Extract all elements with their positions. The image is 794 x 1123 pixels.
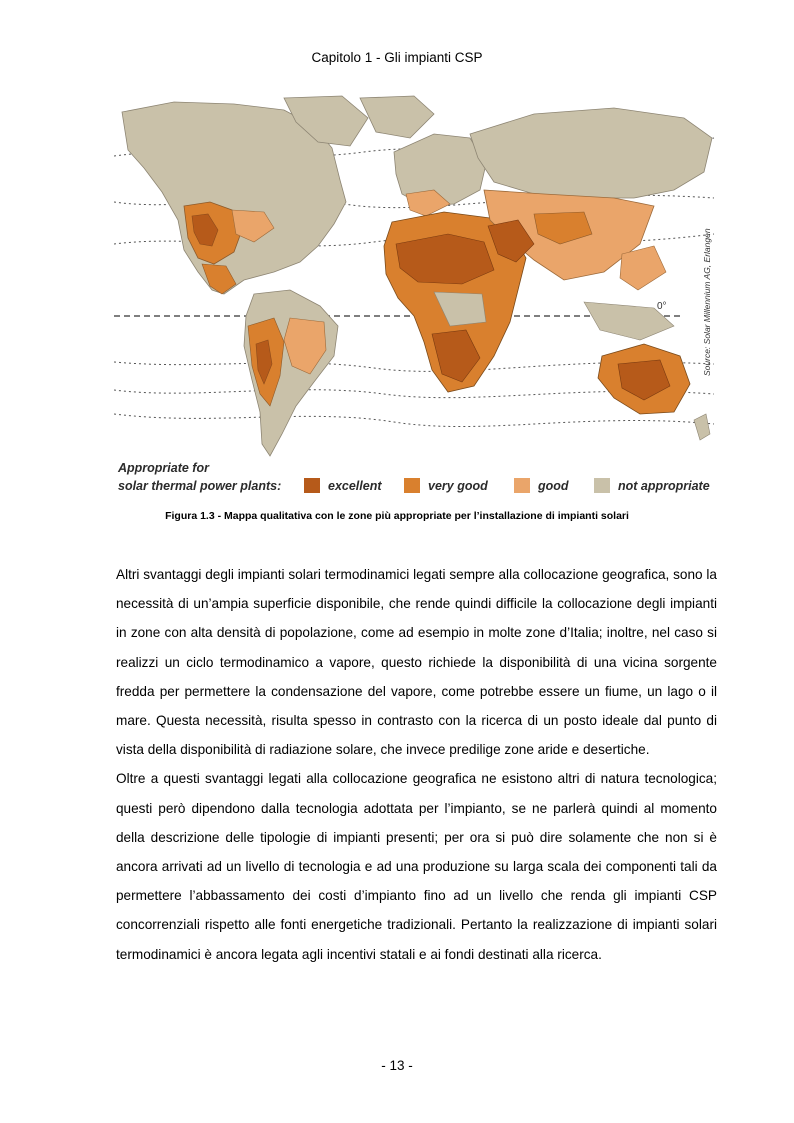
legend-heading-line1: Appropriate for (118, 461, 209, 475)
legend-label-very-good: very good (428, 479, 488, 493)
greenland (360, 96, 434, 138)
world-map-graphic (114, 94, 718, 498)
north-america (122, 96, 368, 294)
legend-swatch-good (514, 478, 530, 493)
legend-swatch-not-appropriate (594, 478, 610, 493)
legend-swatch-excellent (304, 478, 320, 493)
map-source-note: Source: Solar Millennium AG, Erlangen (702, 228, 712, 376)
legend-label-good: good (538, 479, 569, 493)
legend-swatch-very-good (404, 478, 420, 493)
page-header: Capitolo 1 - Gli impianti CSP (311, 50, 483, 65)
equator-label: 0° (657, 301, 667, 312)
body-text (116, 560, 717, 969)
legend-label-excellent: excellent (328, 479, 382, 493)
australia (598, 344, 710, 440)
map-legend (117, 461, 710, 493)
page-number: - 13 - (381, 1058, 413, 1073)
paragraph: Altri svantaggi degli impianti solari termodinamici legati sempre alla collocazione geografica, sono la necessità di un’ampia superficie disponibile, che rende quindi difficile la collocazione degli impianti in zone con alta densità di popolazione, come ad esempio in molte zone d’Italia; inoltre, nel caso si realizzi un ciclo termodinamico a vapore, questo richiede la disponibilità di una vicina sorgente fredda per permettere la condensazione del vapore, come potrebbe essere un fiume, un lago o il mare. Questa necessità, risulta spesso in contrasto con la ricerca di un posto ideale dal punto di vista della disponibilità di radiazione solare, che invece predilige zone aride e desertiche. (116, 567, 717, 758)
legend-label-not-appropriate: not appropriate (618, 479, 710, 493)
figure-caption: Figura 1.3 - Mappa qualitativa con le zone più appropriate per l’installazione di impianti solari (165, 510, 629, 522)
south-america (244, 290, 338, 456)
paragraph: Oltre a questi svantaggi legati alla collocazione geografica ne esistono altri di natura tecnologica; questi però dipendono dalla tecnologia adottata per l’impianto, se ne parlerà quindi al momento della descrizione delle tipologie di impianti presenti; per ora si può dire solamente che non si è ancora arrivati ad un livello di tecnologia e ad una produzione su larga scala dei componenti tali da permettere l’abbassamento dei costi d’impianto fino ad un livello che renda gli impianti CSP concorrenziali rispetto alle fonti energetiche tradizionali. Pertanto la realizzazione di impianti solari termodinamici è ancora legata agli incentivi statali e ai fondi destinati alla ricerca. (116, 771, 717, 962)
solar-suitability-world-map (114, 94, 718, 498)
legend-heading-line2: solar thermal power plants: (118, 479, 282, 493)
